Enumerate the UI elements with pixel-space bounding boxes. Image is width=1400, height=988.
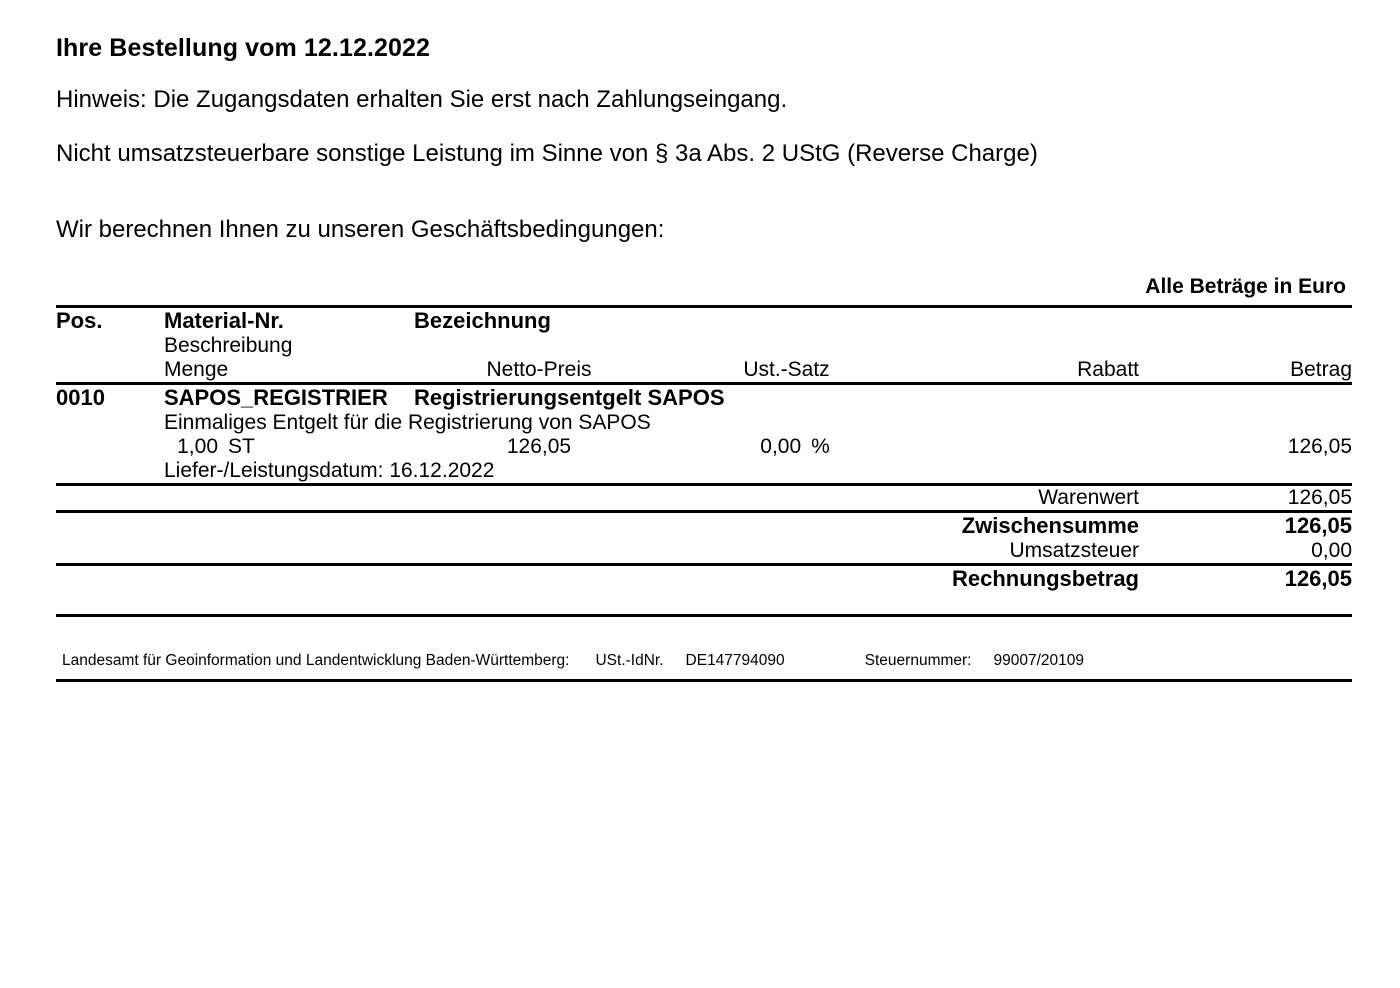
summary-value-umsatzsteuer: 0,00 (1311, 539, 1352, 562)
summary-spacer-2 (56, 513, 909, 539)
notice-text: Hinweis: Die Zugangsdaten erhalten Sie erst nach Zahlungseingang. (56, 86, 788, 113)
subheader-spacer (56, 358, 164, 382)
header-spacer-1 (664, 308, 909, 334)
item-bezeichnung: Registrierungsentgelt SAPOS (414, 385, 725, 410)
header-material-nr: Material-Nr. (164, 308, 284, 333)
summary-row-zwischensumme (56, 513, 1352, 539)
footer-steuernummer-value: 99007/20109 (993, 652, 1084, 669)
table-row-delivery-date (56, 459, 1352, 483)
summary-label-umsatzsteuer: Umsatzsteuer (1009, 539, 1139, 562)
item-desc-spacer (56, 411, 164, 435)
item-menge-cell (164, 435, 414, 459)
summary-row-rechnungsbetrag (56, 566, 1352, 592)
item-date-spacer (56, 459, 164, 483)
item-rabatt (909, 435, 1139, 459)
summary-spacer-3 (56, 539, 909, 563)
header-rabatt: Rabatt (1077, 358, 1139, 381)
reverse-charge-text: Nicht umsatzsteuerbare sonstige Leistung im Sinne von § 3a Abs. 2 UStG (Reverse Charge) (56, 140, 1038, 167)
item-delivery-date-cell (164, 459, 1352, 483)
header-betrag: Betrag (1290, 358, 1352, 381)
item-ust-satz-cell (664, 435, 909, 459)
summary-label-warenwert: Warenwert (1038, 486, 1139, 509)
item-beschreibung: Einmaliges Entgelt für die Registrierung von SAPOS (164, 411, 651, 434)
header-spacer-2 (909, 308, 1139, 334)
header-ust-satz: Ust.-Satz (743, 358, 830, 381)
item-material-nr: SAPOS_REGISTRIER (164, 385, 388, 410)
header-spacer-3 (1139, 308, 1352, 334)
summary-value-warenwert: 126,05 (1287, 486, 1352, 509)
table-row (56, 385, 1352, 411)
footer-ustid-label: USt.-IdNr. (595, 652, 664, 669)
summary-row-warenwert (56, 486, 1352, 510)
header-netto-preis: Netto-Preis (486, 358, 592, 381)
footer-steuernummer-label: Steuernummer: (864, 652, 972, 669)
footer (56, 643, 1352, 682)
line-items-table (56, 305, 1352, 617)
billing-intro-text: Wir berechnen Ihnen zu unseren Geschäftsbedingungen: (56, 216, 665, 243)
summary-value-zwischensumme: 126,05 (1284, 513, 1352, 538)
page-title: Ihre Bestellung vom 12.12.2022 (56, 34, 431, 62)
summary-label-rechnungsbetrag: Rechnungsbetrag (951, 566, 1139, 591)
header-menge: Menge (164, 358, 229, 381)
header-desc-spacer (56, 334, 164, 358)
delivery-date-value: 16.12.2022 (389, 459, 495, 482)
summary-spacer-4 (56, 566, 909, 592)
table-row-values (56, 435, 1352, 459)
delivery-date-label: Liefer-/Leistungsdatum: (164, 459, 384, 482)
item-qty-spacer (56, 435, 164, 459)
summary-value-rechnungsbetrag: 126,05 (1284, 566, 1352, 591)
item-betrag: 126,05 (1287, 435, 1352, 458)
footer-row (56, 643, 1352, 679)
item-einheit: ST (228, 435, 255, 458)
footer-bottom-rule (56, 679, 1352, 682)
table-subheader-row (56, 358, 1352, 382)
percent-symbol: % (811, 435, 830, 458)
header-bezeichnung: Bezeichnung (414, 308, 551, 333)
currency-note: Alle Beträge in Euro (1145, 275, 1346, 298)
item-pos: 0010 (56, 385, 105, 410)
item-netto-preis: 126,05 (506, 435, 572, 458)
table-row-description (56, 411, 1352, 435)
header-pos: Pos. (56, 308, 103, 333)
summary-row-umsatzsteuer (56, 539, 1352, 563)
table-header-row (56, 308, 1352, 334)
footer-ustid-value: DE147794090 (685, 652, 785, 669)
item-menge: 1,00 (177, 435, 218, 458)
item-ust-satz: 0,00 (760, 435, 802, 458)
footer-organisation: Landesamt für Geoinformation und Landentwicklung Baden-Württemberg: (62, 652, 570, 669)
header-beschreibung: Beschreibung (164, 334, 293, 357)
table-header-description-row (56, 334, 1352, 358)
summary-label-zwischensumme: Zwischensumme (961, 513, 1139, 538)
summary-spacer-1 (56, 486, 909, 510)
summary-rule-3 (56, 592, 1352, 617)
